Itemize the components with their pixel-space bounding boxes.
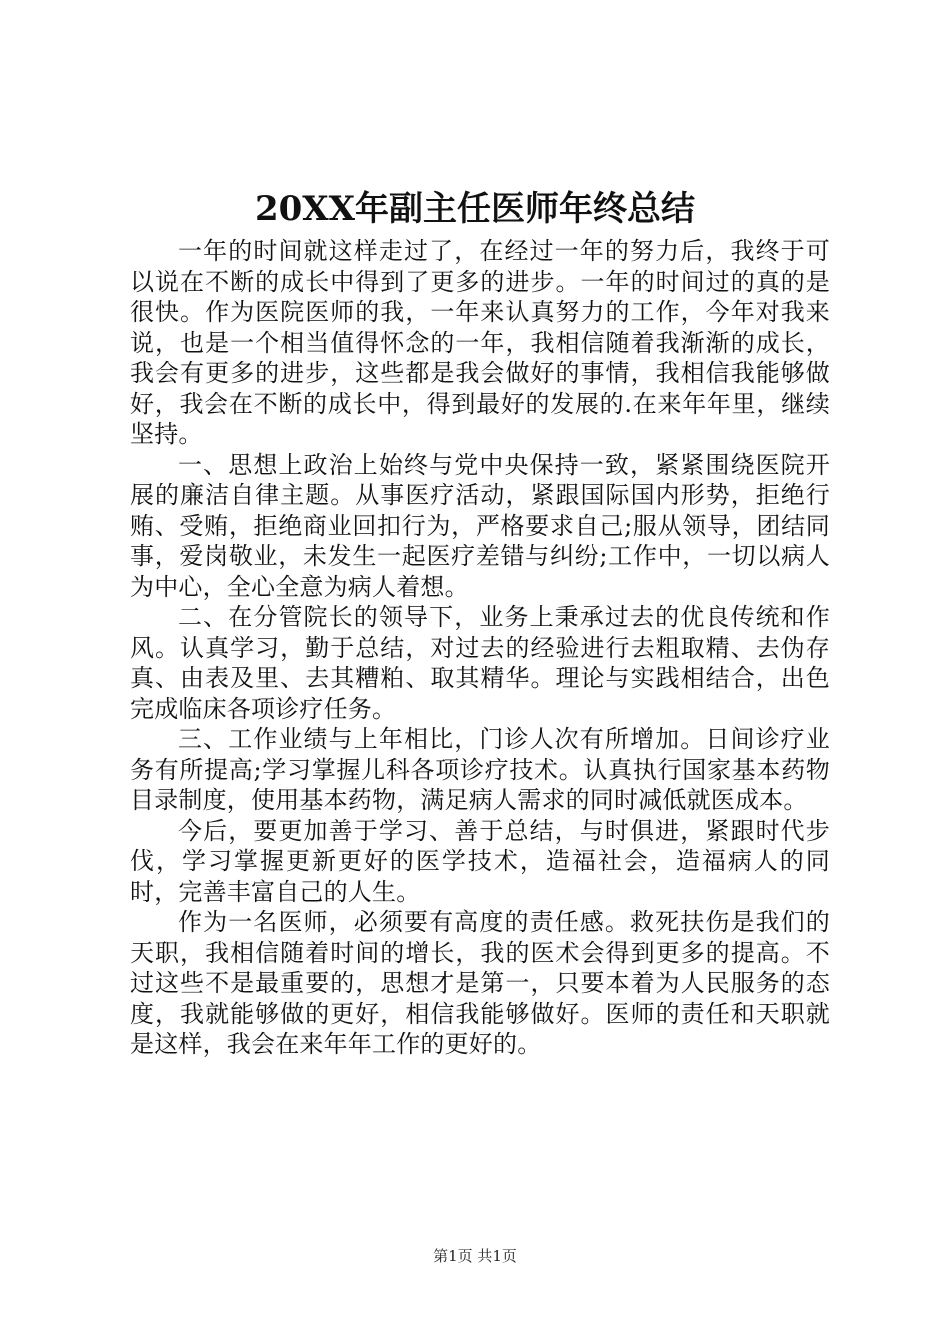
paragraph-conclusion: 作为一名医师，必须要有高度的责任感。救死扶伤是我们的天职，我相信随着时间的增长，我的医术会得到更多的提高。不过这些不是最重要的，思想才是第一，只要本着为人民服务的态度，我就能够做的更好，相信我能够做好。医师的责任和天职就是这样，我会在来年年工作的更好的。 [130,908,830,1058]
paragraph-future: 今后，要更加善于学习、善于总结，与时俱进，紧跟时代步伐，学习掌握更新更好的医学技术，造福社会，造福病人的同时，完善丰富自己的人生。 [130,816,830,906]
document-title: 20XX年副主任医师年终总结 [254,189,696,229]
paragraph-section-3: 三、工作业绩与上年相比，门诊人次有所增加。日间诊疗业务有所提高;学习掌握儿科各项诊疗技术。认真执行国家基本药物目录制度，使用基本药物，满足病人需求的同时减低就医成本。 [130,725,830,814]
paragraph-intro: 一年的时间就这样走过了，在经过一年的努力后，我终于可以说在不断的成长中得到了更多的进步。一年的时间过的真的是很快。作为医院医师的我，一年来认真努力的工作，今年对我来说，也是一个相当值得怀念的一年，我相信随着我渐渐的成长，我会有更多的进步，这些都是我会做好的事情，我相信我能够做好，我会在不断的成长中，得到最好的发展的.在来年年里，继续坚持。 [130,237,830,448]
document-body [130,236,830,1060]
page-number-footer: 第1页 共1页 [433,1247,517,1265]
paragraph-section-2: 二、在分管院长的领导下，业务上秉承过去的优良传统和作风。认真学习，勤于总结，对过去的经验进行去粗取精、去伪存真、由表及里、去其糟粕、取其精华。理论与实践相结合，出色完成临床各项诊疗任务。 [130,603,830,723]
paragraph-section-1: 一、思想上政治上始终与党中央保持一致，紧紧围绕医院开展的廉洁自律主题。从事医疗活动，紧跟国际国内形势，拒绝行贿、受贿，拒绝商业回扣行为，严格要求自己;服从领导，团结同事，爱岗敬业，未发生一起医疗差错与纠纷;工作中，一切以病人为中心，全心全意为病人着想。 [130,450,830,601]
